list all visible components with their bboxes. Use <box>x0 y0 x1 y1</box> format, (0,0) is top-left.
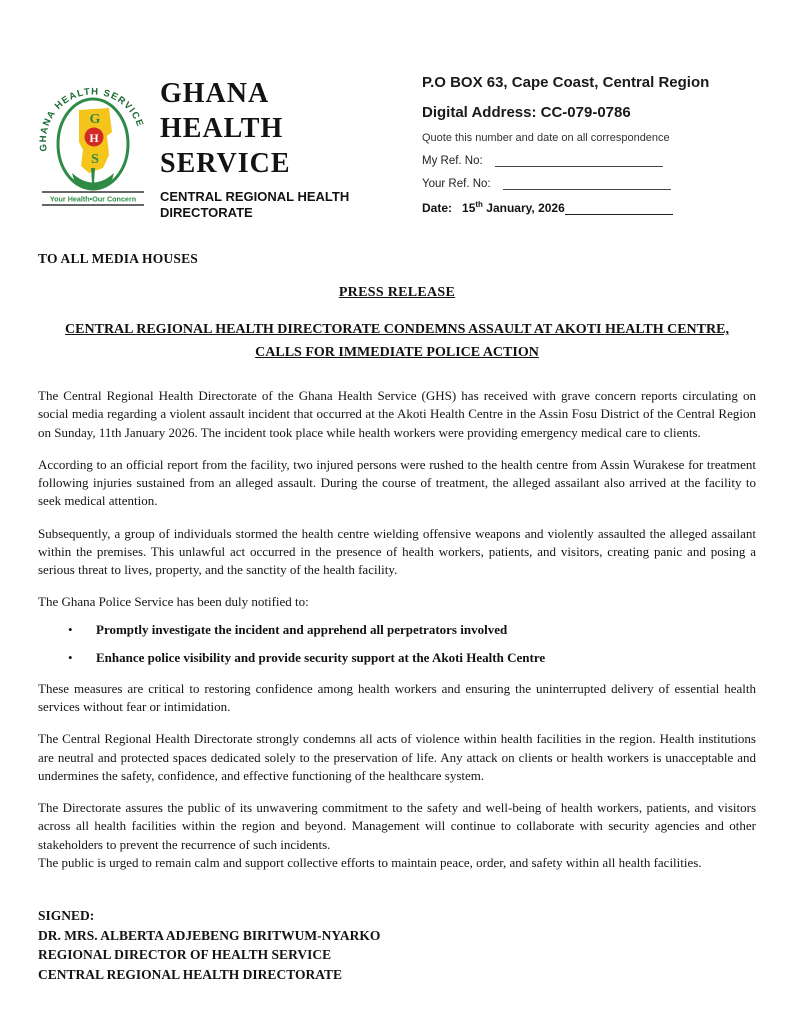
org-name <box>160 76 422 181</box>
paragraph-2: According to an official report from the facility, two injured persons were rushed to the health centre from Assin Wurakese for treatment following injuries sustained from an alleged assault. During the course of treatment, the alleged assailant also arrived at the facility to seek medical attention. <box>38 456 756 509</box>
signature-block <box>38 906 756 984</box>
my-ref-row <box>422 154 760 167</box>
document-title <box>38 318 756 364</box>
org-name-line3: SERVICE <box>160 148 291 179</box>
org-name-line1: GHANA <box>160 78 270 109</box>
your-ref-row <box>422 177 760 190</box>
logo-arc-text: GHANA HEALTH SERVICE <box>38 86 146 153</box>
bullet-dot: • <box>68 649 73 665</box>
digital-address: Digital Address: CC-079-0786 <box>422 104 631 121</box>
my-ref-label: My Ref. No: <box>422 155 483 167</box>
paragraph-3: Subsequently, a group of individuals stormed the health centre wielding offensive weapons and violently assaulted the alleged assailant within the premises. This unlawful act occurred in the presence of health workers, patients, and visitors, creating panic and posing a serious threat to lives, property, and the sanctity of the health facility. <box>38 525 756 578</box>
logo-letter-h: H <box>89 131 99 145</box>
bullet-dot: • <box>68 621 73 637</box>
paragraph-1: The Central Regional Health Directorate of the Ghana Health Service (GHS) has received with grave concern reports circulating on social media regarding a violent assault incident that occurred at the Akoti Health Centre in the Assin Fosu District of the Central Region on Sunday, 11th January 2026. The incident took place while health workers were providing emergency medical care to clients. <box>38 388 756 440</box>
letter-body <box>0 251 794 984</box>
contact-block <box>422 56 760 221</box>
bullet-item-1 <box>38 622 756 638</box>
po-box-address: P.O BOX 63, Cape Coast, Central Region <box>422 74 710 91</box>
signatory-role: REGIONAL DIRECTOR OF HEALTH SERVICE <box>38 947 332 963</box>
signatory-org: CENTRAL REGIONAL HEALTH DIRECTORATE <box>38 966 342 982</box>
logo-motto: Your Health•Our Concern <box>49 194 137 204</box>
my-ref-blank-line <box>495 154 663 167</box>
org-name-line2: HEALTH <box>160 113 284 144</box>
date-value: 15th January, 2026 <box>462 200 565 215</box>
quote-note: Quote this number and date on all correspondence <box>422 132 670 144</box>
logo-letter-s: S <box>91 152 99 167</box>
document-title-line1: CENTRAL REGIONAL HEALTH DIRECTORATE CONDEMNS ASSAULT AT AKOTI HEALTH CENTRE, <box>65 322 729 337</box>
letterhead <box>0 0 794 221</box>
bullet-item-2 <box>38 650 756 666</box>
paragraph-7: The public is urged to remain calm and support collective efforts to maintain peace, order, and safety within all health facilities. <box>38 855 702 871</box>
ghs-logo <box>38 56 150 221</box>
date-ordinal: th <box>475 200 483 209</box>
signed-label: SIGNED: <box>38 908 95 924</box>
your-ref-blank-line <box>503 177 671 190</box>
document-title-line2: CALLS FOR IMMEDIATE POLICE ACTION <box>255 345 539 360</box>
date-row <box>422 200 760 215</box>
paragraph-6: The Directorate assures the public of its unwavering commitment to the safety and well-being of health workers, patients, and visitors across all health facilities within the region and beyond. Management will continue to collaborate with security agencies and other stakeholders to prevent the recurrence of such incidents. <box>38 800 756 852</box>
bullet-text-2: Enhance police visibility and provide security support at the Akoti Health Centre <box>96 649 546 665</box>
ghs-logo-graphic <box>38 56 148 208</box>
police-notification-intro: The Ghana Police Service has been duly notified to: <box>38 593 309 609</box>
date-blank-line <box>565 202 673 215</box>
paragraph-5: The Central Regional Health Directorate strongly condemns all acts of violence within health facilities in the region. Health institutions are neutral and protected spaces dedicated solely to the preservation of life. Any attack on clients or health workers is unacceptable and undermines the safety, confidence, and effective functioning of the healthcare system. <box>38 731 756 783</box>
bullet-text-1: Promptly investigate the incident and apprehend all perpetrators involved <box>96 621 508 637</box>
date-label: Date: <box>422 201 453 215</box>
directorate-name: CENTRAL REGIONAL HEALTH DIRECTORATE <box>160 189 350 220</box>
recipient-line: TO ALL MEDIA HOUSES <box>38 251 198 266</box>
signatory-name: DR. MRS. ALBERTA ADJEBENG BIRITWUM-NYARKO <box>38 927 381 943</box>
logo-letter-g: G <box>89 112 101 127</box>
org-title-block <box>150 56 422 221</box>
your-ref-label: Your Ref. No: <box>422 178 491 190</box>
paragraph-4: These measures are critical to restoring confidence among health workers and ensuring the uninterrupted delivery of essential health services without fear or intimidation. <box>38 680 756 714</box>
press-release-heading: PRESS RELEASE <box>338 285 456 300</box>
